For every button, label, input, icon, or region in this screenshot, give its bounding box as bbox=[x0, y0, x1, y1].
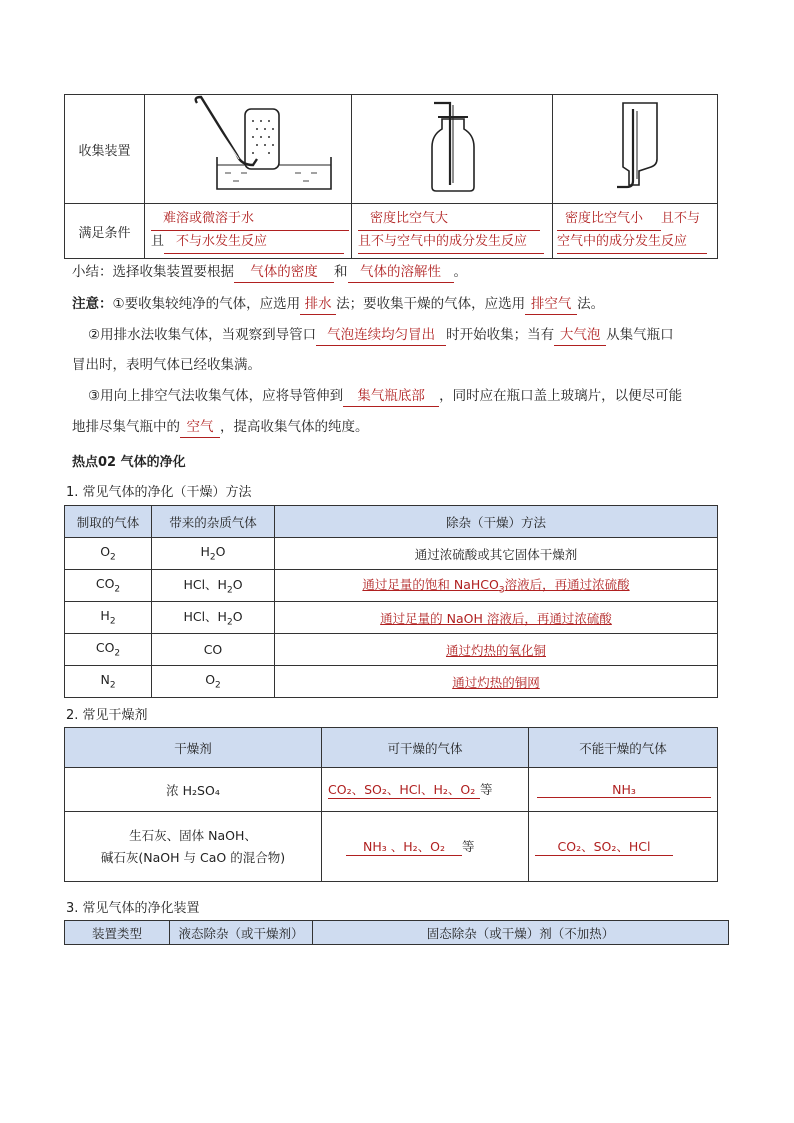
summary-line bbox=[72, 262, 467, 283]
note1-c: 法。 bbox=[577, 296, 605, 312]
cond1-line1: 难溶或微溶于水 bbox=[151, 208, 349, 231]
dry-header-can: 可干燥的气体 bbox=[322, 728, 529, 768]
method-cell: 通过浓硫酸或其它固体干燥剂 bbox=[275, 538, 718, 570]
note2-fill-bubbles: 气泡连续均匀冒出 bbox=[316, 325, 446, 346]
can-dry-cell: NH₃ 、H₂、O₂ 等 bbox=[322, 812, 529, 882]
cond1-line2: 不与水发生反应 bbox=[164, 231, 344, 254]
purify-header-method: 除杂（干燥）方法 bbox=[275, 506, 718, 538]
sub2-title: 2. 常见干燥剂 bbox=[66, 708, 148, 723]
impurity-cell: HCl、$H_2O$ bbox=[152, 570, 275, 602]
summary-prefix: 小结：选择收集装置要根据 bbox=[72, 264, 234, 280]
drainage-apparatus-figure bbox=[145, 95, 352, 204]
gas-cell: $O_2$ bbox=[65, 538, 152, 570]
upward-air-apparatus-figure bbox=[352, 95, 553, 204]
cond3-suffix: 且不与 bbox=[661, 211, 701, 226]
note3-a: ③用向上排空气法收集气体，应将导管伸到 bbox=[88, 388, 344, 404]
note-2 bbox=[88, 325, 728, 346]
purify-table bbox=[64, 505, 718, 698]
gas-cell: $N_2$ bbox=[65, 666, 152, 698]
section-heading: 热点02 气体的净化 bbox=[72, 455, 186, 470]
cond3-line2: 空气中的成分发生反应 bbox=[557, 231, 707, 254]
note1-fill-drainage: 排水 bbox=[300, 294, 336, 315]
purify-header-impurity: 带来的杂质气体 bbox=[152, 506, 275, 538]
dry-header-agent: 干燥剂 bbox=[65, 728, 322, 768]
agent-cell: 生石灰、固体 NaOH、 碱石灰(NaOH 与 CaO 的混合物) bbox=[65, 812, 322, 882]
can-dry-cell: CO₂、SO₂、HCl、H₂、O₂ 等 bbox=[322, 768, 529, 812]
cond2-line2: 且不与空气中的成分发生反应 bbox=[358, 231, 544, 254]
device-header-type: 装置类型 bbox=[65, 921, 170, 945]
purify-header-gas: 制取的气体 bbox=[65, 506, 152, 538]
cond2-line1: 密度比空气大 bbox=[358, 208, 540, 231]
device-header-solid: 固态除杂（或干燥）剂（不加热） bbox=[313, 921, 729, 945]
summary-fill-solubility: 气体的溶解性 bbox=[348, 262, 454, 283]
table-row bbox=[65, 812, 718, 882]
note-label: 注意： bbox=[72, 296, 113, 312]
summary-fill-density: 气体的密度 bbox=[234, 262, 334, 283]
summary-end: 。 bbox=[453, 264, 467, 280]
sub3-title: 3. 常见气体的净化装置 bbox=[66, 901, 200, 916]
condition-drainage bbox=[145, 204, 352, 259]
note-3-line2 bbox=[72, 417, 369, 438]
table-row bbox=[65, 570, 718, 602]
downward-air-apparatus-figure bbox=[553, 95, 718, 204]
note3-b: ，同时应在瓶口盖上玻璃片，以便尽可能 bbox=[439, 388, 683, 404]
note1-b: 法；要收集干燥的气体，应选用 bbox=[336, 296, 526, 312]
table-row bbox=[65, 634, 718, 666]
note2-b: 时开始收集；当有 bbox=[446, 327, 555, 343]
impurity-cell: $O_2$ bbox=[152, 666, 275, 698]
note1-a: ①要收集较纯净的气体，应选用 bbox=[112, 296, 301, 312]
note-2-line2: 冒出时，表明气体已经收集满。 bbox=[72, 357, 261, 373]
note3-c: 地排尽集气瓶中的 bbox=[72, 419, 180, 435]
note3-fill-air: 空气 bbox=[180, 417, 220, 438]
gas-cell: $CO_2$ bbox=[65, 634, 152, 666]
method-cell: 通过足量的饱和 NaHCO$_3$溶液后，再通过浓硫酸 bbox=[275, 570, 718, 602]
note-1 bbox=[72, 294, 604, 315]
agent-cell: 浓 H₂SO₄ bbox=[65, 768, 322, 812]
table-row bbox=[65, 666, 718, 698]
table-row bbox=[65, 538, 718, 570]
condition-upward bbox=[352, 204, 553, 259]
device-table bbox=[64, 920, 729, 945]
note3-d: ，提高收集气体的纯度。 bbox=[220, 419, 369, 435]
note1-fill-air: 排空气 bbox=[525, 294, 577, 315]
note2-a: ②用排水法收集气体，当观察到导管口 bbox=[88, 327, 317, 343]
method-cell: 通过灼热的铜网 bbox=[275, 666, 718, 698]
collect-table bbox=[64, 94, 718, 259]
table-row bbox=[65, 768, 718, 812]
gas-cell: $CO_2$ bbox=[65, 570, 152, 602]
collect-row-label: 收集装置 bbox=[65, 95, 145, 204]
sub1-title: 1. 常见气体的净化（干燥）方法 bbox=[66, 485, 252, 500]
impurity-cell: HCl、$H_2O$ bbox=[152, 602, 275, 634]
impurity-cell: CO bbox=[152, 634, 275, 666]
impurity-cell: $H_2O$ bbox=[152, 538, 275, 570]
note-3 bbox=[88, 386, 728, 407]
cond1-prefix: 且 bbox=[151, 234, 165, 249]
note2-fill-big-bubble: 大气泡 bbox=[554, 325, 606, 346]
summary-and: 和 bbox=[334, 264, 348, 280]
gas-cell: $H_2$ bbox=[65, 602, 152, 634]
note3-fill-bottom: 集气瓶底部 bbox=[343, 386, 439, 407]
note2-c: 从集气瓶口 bbox=[606, 327, 674, 343]
dry-header-cannot: 不能干燥的气体 bbox=[529, 728, 718, 768]
cond3-fill: 密度比空气小 bbox=[557, 208, 661, 231]
condition-downward bbox=[553, 204, 718, 259]
method-cell: 通过灼热的氧化铜 bbox=[275, 634, 718, 666]
condition-row-label: 满足条件 bbox=[65, 204, 145, 259]
device-header-liquid: 液态除杂（或干燥剂） bbox=[170, 921, 313, 945]
cannot-dry-cell: NH₃ bbox=[529, 768, 718, 812]
cannot-dry-cell: CO₂、SO₂、HCl bbox=[529, 812, 718, 882]
desiccant-table bbox=[64, 727, 718, 882]
table-row bbox=[65, 602, 718, 634]
method-cell: 通过足量的 NaOH 溶液后，再通过浓硫酸 bbox=[275, 602, 718, 634]
